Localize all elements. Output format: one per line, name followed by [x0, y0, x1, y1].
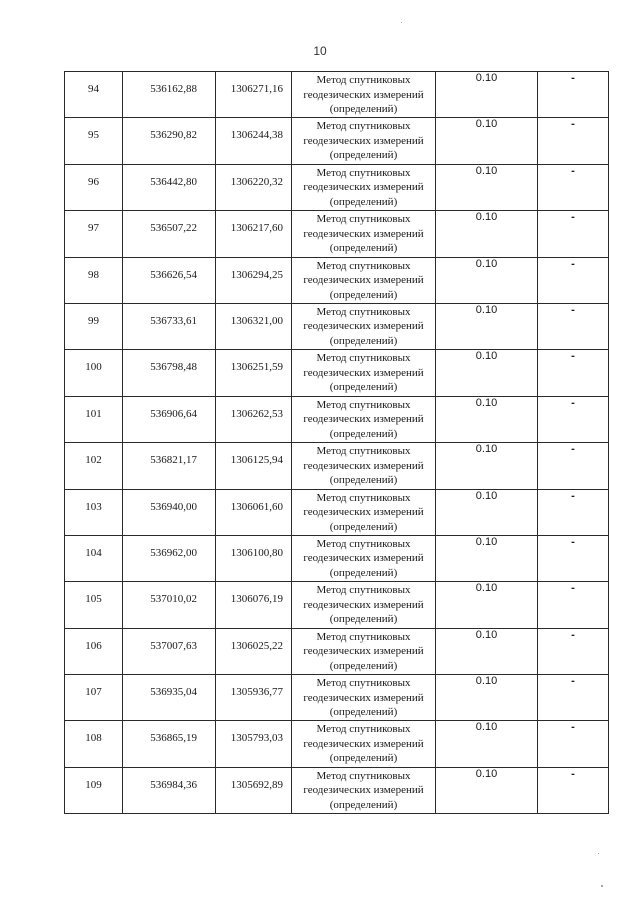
method-text-line: (определений) [329, 334, 398, 347]
method-cell [292, 350, 436, 396]
method-cell [292, 582, 436, 628]
method-cell [292, 396, 436, 442]
method-text-line: геодезических измерений [303, 645, 424, 658]
y-coordinate-cell: 1305793,03 [216, 721, 292, 767]
point-number-cell: 107 [65, 675, 123, 721]
point-number-cell: 95 [65, 118, 123, 164]
method-text-line: Метод спутниковых [316, 723, 411, 736]
point-number-cell: 108 [65, 721, 123, 767]
method-text-line: (определений) [329, 798, 398, 811]
method-text-line: геодезических измерений [303, 320, 424, 333]
x-coordinate-cell: 536984,36 [123, 767, 216, 813]
method-text-line: (определений) [329, 427, 398, 440]
accuracy-cell: 0.10 [436, 443, 538, 489]
x-coordinate-cell: 536626,54 [123, 257, 216, 303]
point-number-cell: 104 [65, 535, 123, 581]
method-text-line: геодезических измерений [303, 784, 424, 797]
note-cell: - [538, 118, 609, 164]
y-coordinate-cell: 1306220,32 [216, 164, 292, 210]
scan-speck [601, 885, 603, 887]
accuracy-cell: 0.10 [436, 721, 538, 767]
x-coordinate-cell: 536935,04 [123, 675, 216, 721]
method-text-line: геодезических измерений [303, 366, 424, 379]
table-row [65, 535, 609, 581]
accuracy-cell: 0.10 [436, 257, 538, 303]
note-cell: - [538, 72, 609, 118]
y-coordinate-cell: 1306100,80 [216, 535, 292, 581]
accuracy-cell: 0.10 [436, 350, 538, 396]
y-coordinate-cell: 1306321,00 [216, 303, 292, 349]
x-coordinate-cell: 536290,82 [123, 118, 216, 164]
method-text-line: (определений) [329, 520, 398, 533]
method-text-line: геодезических измерений [303, 737, 424, 750]
table-row [65, 164, 609, 210]
method-text-line: (определений) [329, 613, 398, 626]
point-number-cell: 94 [65, 72, 123, 118]
method-text-line: геодезических измерений [303, 598, 424, 611]
y-coordinate-cell: 1306262,53 [216, 396, 292, 442]
note-cell: - [538, 582, 609, 628]
accuracy-cell: 0.10 [436, 72, 538, 118]
method-text-line: (определений) [329, 659, 398, 672]
method-text-line: Метод спутниковых [316, 398, 411, 411]
point-number-cell: 96 [65, 164, 123, 210]
method-text-line: Метод спутниковых [316, 305, 411, 318]
method-text-line: (определений) [329, 195, 398, 208]
y-coordinate-cell: 1306061,60 [216, 489, 292, 535]
table-row [65, 211, 609, 257]
method-text-line: Метод спутниковых [316, 769, 411, 782]
y-coordinate-cell: 1306217,60 [216, 211, 292, 257]
y-coordinate-cell: 1306125,94 [216, 443, 292, 489]
table-row [65, 396, 609, 442]
point-number-cell: 100 [65, 350, 123, 396]
accuracy-cell: 0.10 [436, 211, 538, 257]
accuracy-cell: 0.10 [436, 767, 538, 813]
method-cell [292, 721, 436, 767]
method-text-line: Метод спутниковых [316, 630, 411, 643]
y-coordinate-cell: 1306076,19 [216, 582, 292, 628]
y-coordinate-cell: 1306025,22 [216, 628, 292, 674]
point-number-cell: 103 [65, 489, 123, 535]
x-coordinate-cell: 536442,80 [123, 164, 216, 210]
method-text-line: геодезических измерений [303, 181, 424, 194]
accuracy-cell: 0.10 [436, 396, 538, 442]
table-row [65, 675, 609, 721]
note-cell: - [538, 164, 609, 210]
method-text-line: геодезических измерений [303, 227, 424, 240]
table-row [65, 721, 609, 767]
x-coordinate-cell: 536906,64 [123, 396, 216, 442]
method-text-line: Метод спутниковых [316, 677, 411, 690]
x-coordinate-cell: 536940,00 [123, 489, 216, 535]
note-cell: - [538, 211, 609, 257]
method-text-line: (определений) [329, 381, 398, 394]
point-number-cell: 106 [65, 628, 123, 674]
x-coordinate-cell: 536798,48 [123, 350, 216, 396]
note-cell: - [538, 489, 609, 535]
point-number-cell: 98 [65, 257, 123, 303]
table-row [65, 582, 609, 628]
method-text-line: (определений) [329, 706, 398, 719]
method-text-line: (определений) [329, 242, 398, 255]
accuracy-cell: 0.10 [436, 675, 538, 721]
method-text-line: (определений) [329, 566, 398, 579]
y-coordinate-cell: 1306271,16 [216, 72, 292, 118]
method-cell [292, 628, 436, 674]
method-cell [292, 535, 436, 581]
method-text-line: геодезических измерений [303, 134, 424, 147]
table-row [65, 489, 609, 535]
method-text-line: Метод спутниковых [316, 74, 411, 86]
point-number-cell: 105 [65, 582, 123, 628]
method-text-line: геодезических измерений [303, 459, 424, 472]
x-coordinate-cell: 536962,00 [123, 535, 216, 581]
note-cell: - [538, 303, 609, 349]
accuracy-cell: 0.10 [436, 489, 538, 535]
method-text-line: геодезических измерений [303, 691, 424, 704]
page-number: 10 [313, 44, 327, 58]
table-row [65, 72, 609, 118]
method-cell [292, 675, 436, 721]
method-text-line: (определений) [329, 149, 398, 162]
x-coordinate-cell: 536507,22 [123, 211, 216, 257]
accuracy-cell: 0.10 [436, 535, 538, 581]
x-coordinate-cell: 537007,63 [123, 628, 216, 674]
table-row [65, 350, 609, 396]
point-number-cell: 97 [65, 211, 123, 257]
note-cell: - [538, 257, 609, 303]
note-cell: - [538, 396, 609, 442]
accuracy-cell: 0.10 [436, 628, 538, 674]
point-number-cell: 109 [65, 767, 123, 813]
note-cell: - [538, 767, 609, 813]
y-coordinate-cell: 1305936,77 [216, 675, 292, 721]
x-coordinate-cell: 536162,88 [123, 72, 216, 118]
y-coordinate-cell: 1306244,38 [216, 118, 292, 164]
y-coordinate-cell: 1306294,25 [216, 257, 292, 303]
method-text-line: (определений) [329, 288, 398, 301]
note-cell: - [538, 350, 609, 396]
method-cell [292, 164, 436, 210]
method-cell [292, 72, 436, 118]
method-text-line: Метод спутниковых [316, 537, 411, 550]
scan-speck [401, 22, 402, 23]
x-coordinate-cell: 536821,17 [123, 443, 216, 489]
note-cell: - [538, 443, 609, 489]
accuracy-cell: 0.10 [436, 164, 538, 210]
method-text-line: Метод спутниковых [316, 584, 411, 597]
method-text-line: (определений) [329, 474, 398, 487]
method-text-line: (определений) [329, 752, 398, 765]
y-coordinate-cell: 1305692,89 [216, 767, 292, 813]
method-text-line: геодезических измерений [303, 88, 424, 101]
method-text-line: (определений) [329, 103, 398, 115]
x-coordinate-cell: 536865,19 [123, 721, 216, 767]
x-coordinate-cell: 537010,02 [123, 582, 216, 628]
table-row [65, 257, 609, 303]
point-number-cell: 101 [65, 396, 123, 442]
method-text-line: геодезических измерений [303, 274, 424, 287]
coordinates-table [64, 71, 609, 814]
method-text-line: Метод спутниковых [316, 259, 411, 272]
method-cell [292, 303, 436, 349]
coordinates-table-body [65, 72, 609, 814]
scan-speck [598, 853, 599, 854]
accuracy-cell: 0.10 [436, 582, 538, 628]
table-row [65, 628, 609, 674]
method-cell [292, 489, 436, 535]
method-text-line: Метод спутниковых [316, 445, 411, 458]
method-cell [292, 257, 436, 303]
method-cell [292, 443, 436, 489]
x-coordinate-cell: 536733,61 [123, 303, 216, 349]
table-row [65, 443, 609, 489]
method-text-line: геодезических измерений [303, 506, 424, 519]
table-row [65, 303, 609, 349]
method-text-line: Метод спутниковых [316, 491, 411, 504]
method-cell [292, 118, 436, 164]
method-cell [292, 767, 436, 813]
method-cell [292, 211, 436, 257]
note-cell: - [538, 535, 609, 581]
note-cell: - [538, 721, 609, 767]
y-coordinate-cell: 1306251,59 [216, 350, 292, 396]
accuracy-cell: 0.10 [436, 303, 538, 349]
table-row [65, 118, 609, 164]
method-text-line: Метод спутниковых [316, 166, 411, 179]
table-row [65, 767, 609, 813]
note-cell: - [538, 628, 609, 674]
method-text-line: геодезических измерений [303, 552, 424, 565]
method-text-line: Метод спутниковых [316, 120, 411, 133]
point-number-cell: 99 [65, 303, 123, 349]
point-number-cell: 102 [65, 443, 123, 489]
method-text-line: Метод спутниковых [316, 352, 411, 365]
accuracy-cell: 0.10 [436, 118, 538, 164]
note-cell: - [538, 675, 609, 721]
method-text-line: Метод спутниковых [316, 213, 411, 226]
method-text-line: геодезических измерений [303, 413, 424, 426]
